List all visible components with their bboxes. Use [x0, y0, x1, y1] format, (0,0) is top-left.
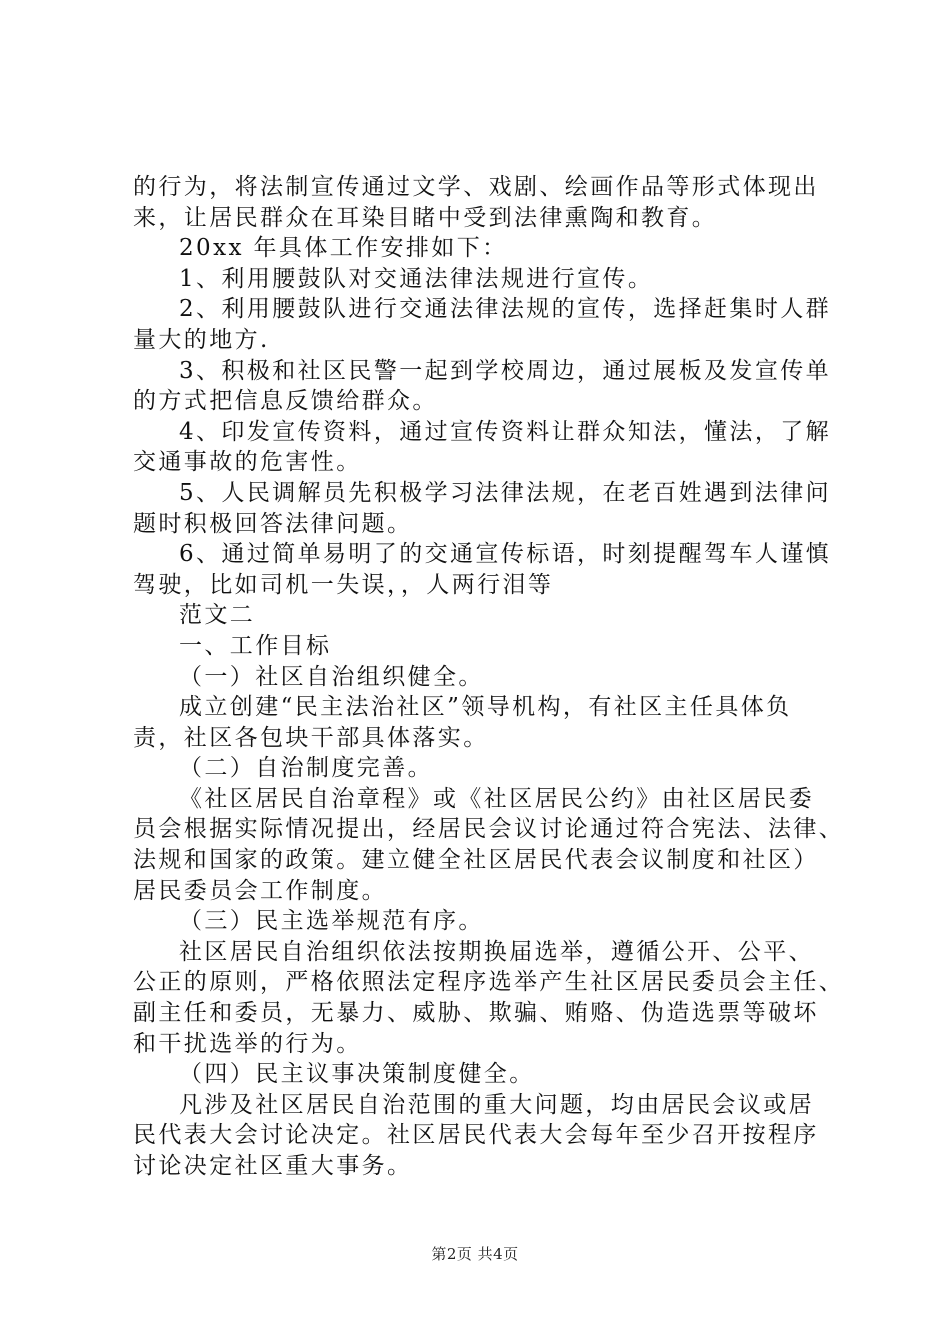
subsection-heading: （三）民主选举规范有序。 [179, 908, 484, 935]
subsection-heading: （二）自治制度完善。 [179, 755, 433, 782]
text-line: 社区居民自治组织依法按期换届选举，遵循公开、公平、 [179, 938, 814, 965]
text-line: 法规和国家的政策。建立健全社区居民代表会议制度和社区） [133, 847, 819, 874]
text-line: 6、通过简单易明了的交通宣传标语，时刻提醒驾车人谨慎 [179, 541, 832, 568]
text-line: 来，让居民群众在耳染目睹中受到法律熏陶和教育。 [133, 204, 718, 231]
text-line: 居民委员会工作制度。 [133, 877, 387, 904]
text-line: 交通事故的危害性。 [133, 449, 362, 476]
text-line: 3、积极和社区民警一起到学校周边，通过展板及发宣传单 [179, 357, 832, 384]
text-line: 4、印发宣传资料，通过宣传资料让群众知法，懂法，了解 [179, 418, 832, 445]
text-line: 民代表大会讨论决定。社区居民代表大会每年至少召开按程序 [133, 1122, 819, 1149]
text-line: 《社区居民自治章程》或《社区居民公约》由社区居民委 [179, 785, 814, 812]
text-line: 员会根据实际情况提出，经居民会议讨论通过符合宪法、法律、 [133, 816, 845, 843]
text-line: 成立创建“民主法治社区”领导机构，有社区主任具体负 [179, 694, 792, 721]
text-line: 的行为，将法制宣传通过文学、戏剧、绘画作品等形式体现出 [133, 174, 819, 200]
text-line: 量大的地方. [133, 326, 270, 353]
text-line: 20xx 年具体工作安排如下： [179, 235, 508, 262]
text-line: 5、人民调解员先积极学习法律法规，在老百姓遇到法律问 [179, 479, 832, 506]
section-heading: 范文二 [179, 602, 256, 629]
text-line: 副主任和委员，无暴力、威胁、欺骗、贿赂、伪造选票等破坏 [133, 1000, 819, 1027]
text-line: 的方式把信息反馈给群众。 [133, 388, 438, 415]
page-number-footer: 第2页 共4页 [431, 1245, 519, 1263]
subsection-heading: （四）民主议事决策制度健全。 [179, 1061, 535, 1088]
text-line: 驾驶，比如司机一失误，，人两行泪等 [133, 571, 554, 598]
text-line: 2、利用腰鼓队进行交通法律法规的宣传，选择赶集时人群 [179, 296, 832, 323]
text-line: 和干扰选举的行为。 [133, 1030, 362, 1057]
text-line: 讨论决定社区重大事务。 [133, 1153, 413, 1179]
text-line: 公正的原则，严格依照法定程序选举产生社区居民委员会主任、 [133, 969, 845, 996]
section-heading: 一、工作目标 [179, 632, 332, 659]
document-body [133, 172, 845, 1182]
text-line: 责，社区各包块干部具体落实。 [133, 724, 489, 751]
subsection-heading: （一）社区自治组织健全。 [179, 663, 484, 690]
text-line: 题时积极回答法律问题。 [133, 510, 413, 537]
text-line: 1、利用腰鼓队对交通法律法规进行宣传。 [179, 265, 654, 292]
text-line: 凡涉及社区居民自治范围的重大问题，均由居民会议或居 [179, 1091, 814, 1118]
